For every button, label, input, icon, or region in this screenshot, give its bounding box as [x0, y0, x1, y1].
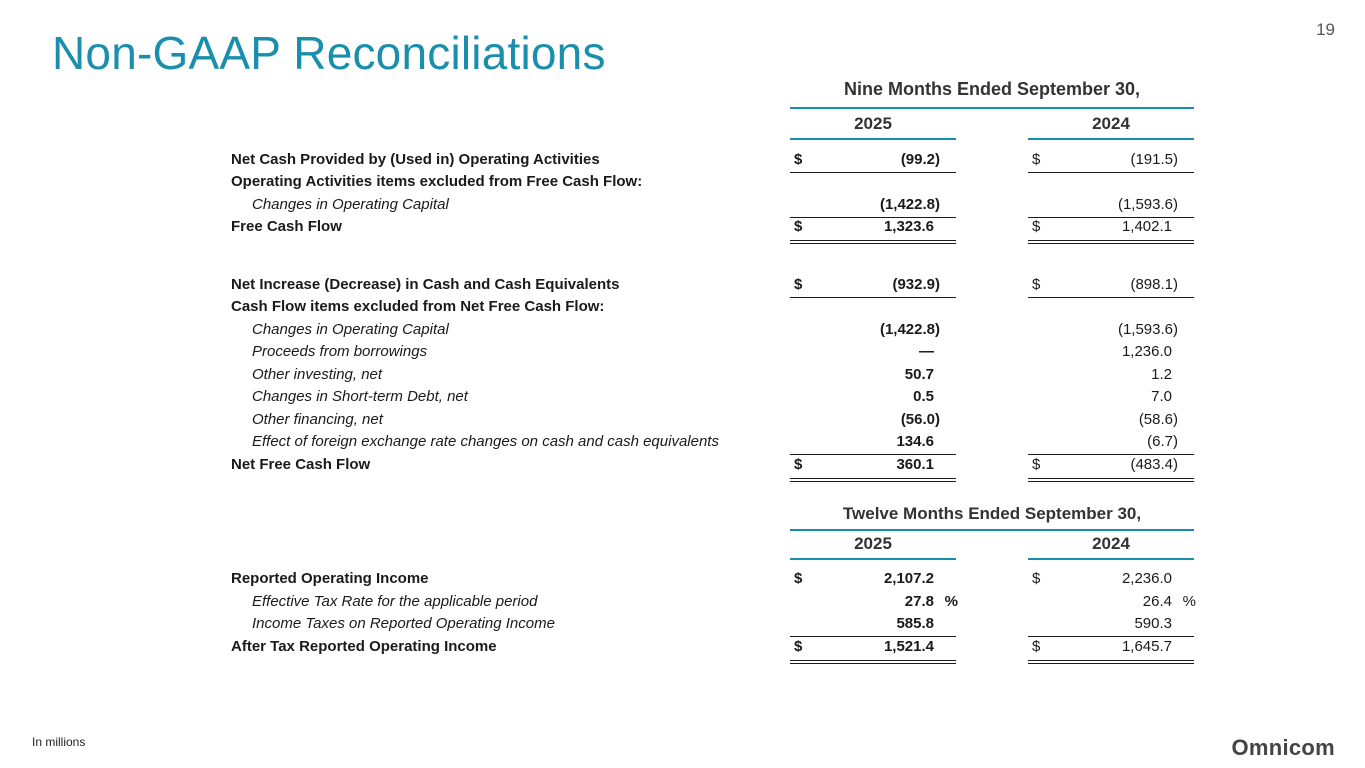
value-cell-2024	[1028, 388, 1194, 410]
row-label: Net Increase (Decrease) in Cash and Cash Equivalents	[231, 276, 620, 293]
double-underline-rule	[1028, 660, 1194, 664]
value: 26.4	[1142, 593, 1172, 610]
value: 134.6	[896, 433, 934, 450]
value: 0.5	[913, 388, 934, 405]
table-row	[0, 151, 1365, 173]
table-row	[0, 173, 1365, 195]
value-cell-2024	[1028, 570, 1194, 592]
table-row	[0, 388, 1365, 410]
row-label: Net Free Cash Flow	[231, 456, 371, 473]
row-label: Changes in Operating Capital	[252, 321, 449, 338]
row-label: Other financing, net	[252, 411, 383, 428]
row-label: Operating Activities items excluded from Free Cash Flow:	[231, 173, 643, 190]
period-header-rule	[790, 107, 1194, 109]
double-underline-rule	[1028, 478, 1194, 482]
currency-symbol: $	[1032, 151, 1041, 168]
currency-symbol: $	[1032, 570, 1041, 587]
value: 2,236.0	[1121, 570, 1172, 587]
period-header-rule	[790, 529, 1194, 531]
value: 27.8	[904, 593, 934, 610]
table-row	[0, 366, 1365, 388]
currency-symbol: $	[794, 276, 803, 293]
value-cell-2025	[790, 411, 956, 433]
row-label: Changes in Operating Capital	[252, 196, 449, 213]
row-label: Effect of foreign exchange rate changes on cash and cash equivalents	[252, 433, 719, 450]
value: 360.1	[896, 456, 934, 473]
value-cell-2024	[1028, 366, 1194, 388]
table-row	[0, 615, 1365, 637]
value: (483.4)	[1130, 456, 1178, 473]
value-cell-2025	[790, 638, 956, 660]
table-row	[0, 321, 1365, 343]
year-header-rule	[1028, 138, 1194, 140]
row-label: Cash Flow items excluded from Net Free Cash Flow:	[231, 298, 605, 315]
year-header-rule	[790, 558, 956, 560]
value-cell-2025	[790, 456, 956, 478]
value: 1,521.4	[883, 638, 934, 655]
value: (1,593.6)	[1117, 196, 1178, 213]
value: 1,236.0	[1121, 343, 1172, 360]
year-header-2024: 2024	[1092, 114, 1130, 133]
value: (1,422.8)	[879, 321, 940, 338]
row-label: Proceeds from borrowings	[252, 343, 428, 360]
row-label: Income Taxes on Reported Operating Income	[252, 615, 555, 632]
currency-symbol: $	[794, 638, 803, 655]
year-header-rule	[1028, 558, 1194, 560]
row-label: Changes in Short-term Debt, net	[252, 388, 468, 405]
value-cell-2025	[790, 218, 956, 240]
value-cell-2024	[1028, 196, 1194, 218]
value: (6.7)	[1147, 433, 1178, 450]
value-cell-2025	[790, 593, 956, 615]
value: 1,645.7	[1121, 638, 1172, 655]
row-label: Free Cash Flow	[231, 218, 342, 235]
value-cell-2025	[790, 196, 956, 218]
underline-rule	[790, 454, 956, 455]
currency-symbol: $	[1032, 638, 1041, 655]
value: 1,402.1	[1121, 218, 1172, 235]
page-number: 19	[1316, 20, 1335, 39]
currency-symbol: $	[794, 570, 803, 587]
value-cell-2024	[1028, 638, 1194, 660]
value-cell-2024	[1028, 218, 1194, 240]
double-underline-rule	[790, 660, 956, 664]
year-header-2025: 2025	[854, 114, 892, 133]
value-cell-2025	[790, 433, 956, 455]
value-cell-2024	[1028, 411, 1194, 433]
value: (1,593.6)	[1117, 321, 1178, 338]
currency-symbol: $	[794, 456, 803, 473]
value: 585.8	[896, 615, 934, 632]
value-cell-2025	[790, 615, 956, 637]
value: 50.7	[904, 366, 934, 383]
year-header-2025: 2025	[854, 534, 892, 553]
value-cell-2024	[1028, 276, 1194, 298]
currency-symbol: $	[794, 218, 803, 235]
value: (99.2)	[900, 151, 940, 168]
underline-rule	[1028, 636, 1194, 637]
row-label: Other investing, net	[252, 366, 383, 383]
underline-rule	[790, 636, 956, 637]
value-cell-2025	[790, 151, 956, 173]
page-title: Non-GAAP Reconciliations	[52, 27, 606, 79]
value-cell-2025	[790, 366, 956, 388]
table-row	[0, 570, 1365, 592]
underline-rule	[1028, 454, 1194, 455]
value-cell-2024	[1028, 593, 1194, 615]
value-cell-2025	[790, 343, 956, 365]
row-label: Net Cash Provided by (Used in) Operating Activities	[231, 151, 600, 168]
table-row	[0, 343, 1365, 365]
value: 1,323.6	[883, 218, 934, 235]
value-cell-2025	[790, 321, 956, 343]
company-logo: Omnicom	[1231, 735, 1335, 760]
double-underline-rule	[790, 240, 956, 244]
value: —	[919, 343, 934, 360]
double-underline-rule	[1028, 240, 1194, 244]
table-row	[0, 196, 1365, 218]
percent-sign: %	[1182, 593, 1196, 610]
table-row	[0, 456, 1365, 478]
table-row	[0, 411, 1365, 433]
double-underline-rule	[790, 478, 956, 482]
year-header-2024: 2024	[1092, 534, 1130, 553]
value: (932.9)	[892, 276, 940, 293]
table-row	[0, 638, 1365, 660]
percent-sign: %	[944, 593, 958, 610]
footnote-units: In millions	[32, 735, 86, 749]
row-label: After Tax Reported Operating Income	[231, 638, 497, 655]
period-header-twelve-months: Twelve Months Ended September 30,	[842, 504, 1142, 523]
year-header-rule	[790, 138, 956, 140]
row-label: Reported Operating Income	[231, 570, 429, 587]
table-row	[0, 276, 1365, 298]
value: 2,107.2	[883, 570, 934, 587]
value: 590.3	[1134, 615, 1172, 632]
value-cell-2025	[790, 388, 956, 410]
value-cell-2024	[1028, 343, 1194, 365]
currency-symbol: $	[1032, 276, 1041, 293]
period-header-nine-months: Nine Months Ended September 30,	[843, 79, 1141, 99]
table-row	[0, 218, 1365, 240]
value: 1.2	[1151, 366, 1172, 383]
value-cell-2024	[1028, 151, 1194, 173]
currency-symbol: $	[1032, 456, 1041, 473]
value: (191.5)	[1130, 151, 1178, 168]
value-cell-2025	[790, 276, 956, 298]
value: (56.0)	[900, 411, 940, 428]
value: 7.0	[1151, 388, 1172, 405]
currency-symbol: $	[1032, 218, 1041, 235]
value-cell-2024	[1028, 615, 1194, 637]
value: (58.6)	[1138, 411, 1178, 428]
value: (898.1)	[1130, 276, 1178, 293]
value-cell-2024	[1028, 433, 1194, 455]
value-cell-2025	[790, 570, 956, 592]
currency-symbol: $	[794, 151, 803, 168]
row-label: Effective Tax Rate for the applicable period	[252, 593, 538, 610]
value-cell-2024	[1028, 321, 1194, 343]
value: (1,422.8)	[879, 196, 940, 213]
value-cell-2024	[1028, 456, 1194, 478]
table-row	[0, 593, 1365, 615]
table-row	[0, 433, 1365, 455]
table-row	[0, 298, 1365, 320]
